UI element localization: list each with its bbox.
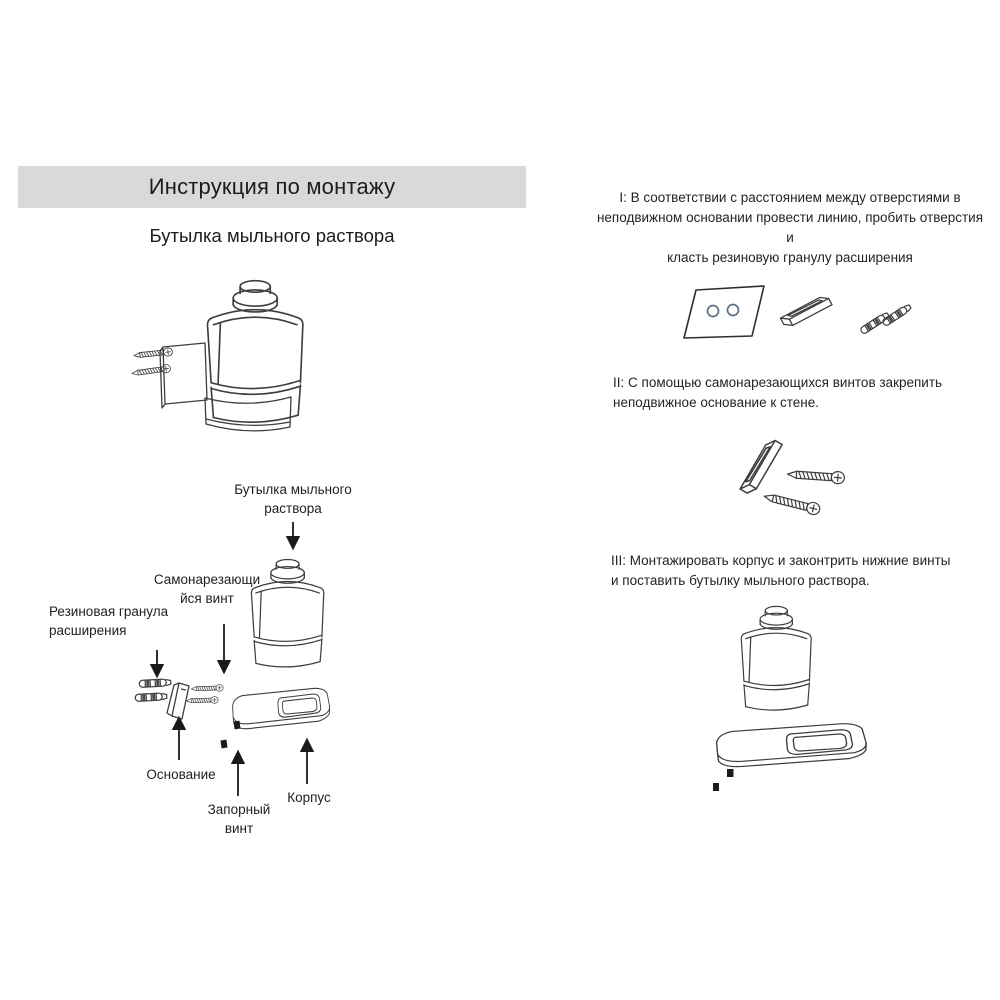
locking-screw-icon (713, 783, 719, 791)
text-line: винт (224, 821, 254, 836)
hole-icon (728, 305, 739, 316)
step-1-illustration (660, 266, 950, 361)
text-line: Резиновая гранула (49, 604, 169, 619)
product-subtitle: Бутылка мыльного раствора (149, 225, 395, 246)
label-rubber-granule (49, 602, 179, 640)
locking-screw-icon (727, 769, 734, 777)
screw-icon (186, 696, 218, 704)
page-title: Инструкция по монтажу (148, 174, 396, 199)
base-icon (735, 437, 788, 497)
text-line: II: С помощью самонарезающихся винтов закрепить (613, 375, 943, 390)
text-line: Бутылка мыльного (234, 482, 352, 497)
anchor-icon (860, 312, 890, 335)
label-body: Корпус (287, 790, 331, 805)
bottle-illustration (741, 606, 811, 710)
screw-icon (763, 490, 821, 515)
step-3-text (611, 551, 1000, 591)
text-line: III: Монтажировать корпус и законтрить нижние винты (611, 553, 951, 568)
screw-icon (787, 468, 845, 484)
screw-icon (191, 684, 223, 692)
anchor-icon (135, 693, 167, 702)
text-line: I: В соответствии с расстоянием между отверстиями в (619, 190, 961, 205)
anchor-icon (139, 679, 171, 688)
text-line: раствора (264, 501, 322, 516)
wall-with-holes (684, 286, 764, 338)
base-icon (167, 683, 189, 719)
step-3-illustration (690, 593, 935, 808)
locking-screw-icon (233, 721, 240, 730)
locking-screw-icon (220, 740, 227, 749)
title-bar (18, 166, 526, 208)
screw-icon (133, 347, 172, 359)
hole-icon (708, 306, 719, 317)
corpus-illustration (717, 724, 866, 767)
text-line: неподвижное основание к стене. (613, 395, 819, 410)
text-line: йся винт (180, 591, 234, 606)
screw-icon (131, 364, 171, 377)
label-bottle (213, 480, 373, 518)
text-line: расширения (49, 623, 127, 638)
step-2-illustration (700, 423, 930, 545)
text-line: и поставить бутылку мыльного раствора. (611, 573, 870, 588)
anchor-icon (882, 304, 912, 327)
base-icon (778, 294, 834, 328)
holder-cup (205, 397, 291, 431)
text-line: Запорный (207, 802, 271, 817)
text-line: Самонарезающи (153, 572, 261, 587)
step-2-text (613, 373, 993, 413)
label-base: Основание (146, 767, 216, 782)
exploded-diagram (35, 478, 385, 858)
assembled-dispenser-illustration (108, 252, 333, 447)
wall-plate (160, 343, 207, 408)
corpus-illustration (233, 688, 330, 728)
text-line: класть резиновую гранулу расширения (667, 250, 913, 265)
text-line: неподвижном основании провести линию, пробить отверстия и (596, 210, 984, 245)
step-1-text (592, 188, 988, 268)
